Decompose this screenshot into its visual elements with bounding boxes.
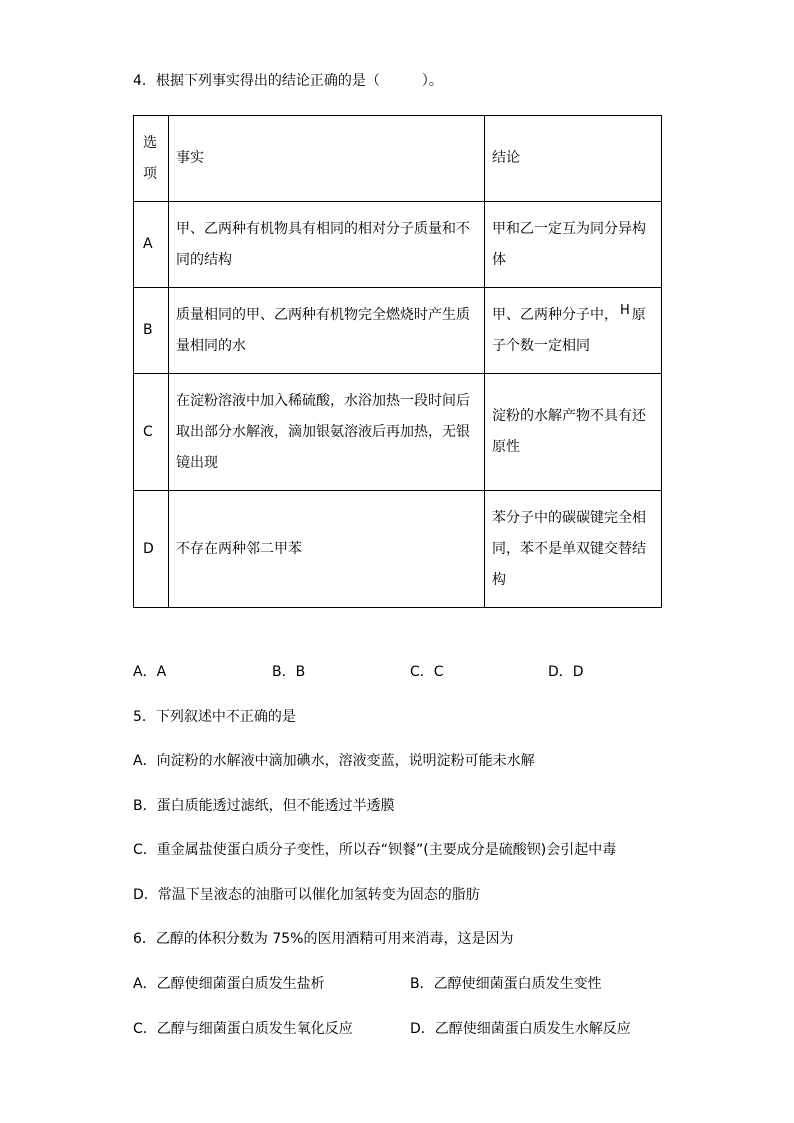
question-5-stem: 5．下列叙述中不正确的是 [133,709,296,725]
question-5-choice-c[interactable]: C．重金属盐使蛋白质分子变性，所以吞“钡餐”(主要成分是硫酸钡)会引起中毒 [133,842,617,858]
row-option: D [134,491,169,608]
table-row [134,491,662,608]
header-conclusion: 结论 [485,116,662,202]
row-option: A [134,202,169,288]
table-row [134,288,662,374]
question-6-choice-b[interactable]: B．乙醇使细菌蛋白质发生变性 [410,976,602,992]
conclusion-text: 原子个数一定相同 [492,306,646,354]
table-header-row [134,116,662,202]
row-option: B [134,288,169,374]
row-conclusion [485,288,662,374]
row-conclusion: 甲和乙一定互为同分异构体 [485,202,662,288]
question-6-choice-d[interactable]: D．乙醇使细菌蛋白质发生水解反应 [410,1021,631,1037]
hydrogen-symbol: H [620,302,630,318]
question-6-choice-c[interactable]: C．乙醇与细菌蛋白质发生氧化反应 [133,1021,353,1037]
question-4-stem: 4．根据下列事实得出的结论正确的是（ ）。 [133,73,443,89]
row-option: C [134,374,169,491]
row-fact: 质量相同的甲、乙两种有机物完全燃烧时产生质量相同的水 [169,288,485,374]
question-4-choice-c[interactable]: C．C [410,664,444,680]
table-row [134,374,662,491]
question-5-choice-d[interactable]: D．常温下呈液态的油脂可以催化加氢转变为固态的脂肪 [133,887,480,903]
header-option: 选项 [134,116,169,202]
question-4-choice-d[interactable]: D．D [548,664,584,680]
question-5-choice-a[interactable]: A．向淀粉的水解液中滴加碘水，溶液变蓝，说明淀粉可能未水解 [133,753,535,769]
question-5-choice-b[interactable]: B．蛋白质能透过滤纸，但不能透过半透膜 [133,798,395,814]
row-conclusion: 苯分子中的碳碳键完全相同，苯不是单双键交替结构 [485,491,662,608]
table-row [134,202,662,288]
question-4-choice-b[interactable]: B．B [272,664,306,680]
row-fact: 不存在两种邻二甲苯 [169,491,485,608]
facts-table [133,115,662,608]
conclusion-text: 甲、乙两种分子中， [492,306,618,323]
row-fact: 在淀粉溶液中加入稀硫酸，水浴加热一段时间后取出部分水解液，滴加银氨溶液后再加热，无银镜出现 [169,374,485,491]
header-fact: 事实 [169,116,485,202]
question-4-choice-a[interactable]: A．A [133,664,167,680]
row-fact: 甲、乙两种有机物具有相同的相对分子质量和不同的结构 [169,202,485,288]
question-6-stem: 6．乙醇的体积分数为 75%的医用酒精可用来消毒，这是因为 [133,931,514,947]
row-conclusion: 淀粉的水解产物不具有还原性 [485,374,662,491]
question-6-choice-a[interactable]: A．乙醇使细菌蛋白质发生盐析 [133,976,325,992]
